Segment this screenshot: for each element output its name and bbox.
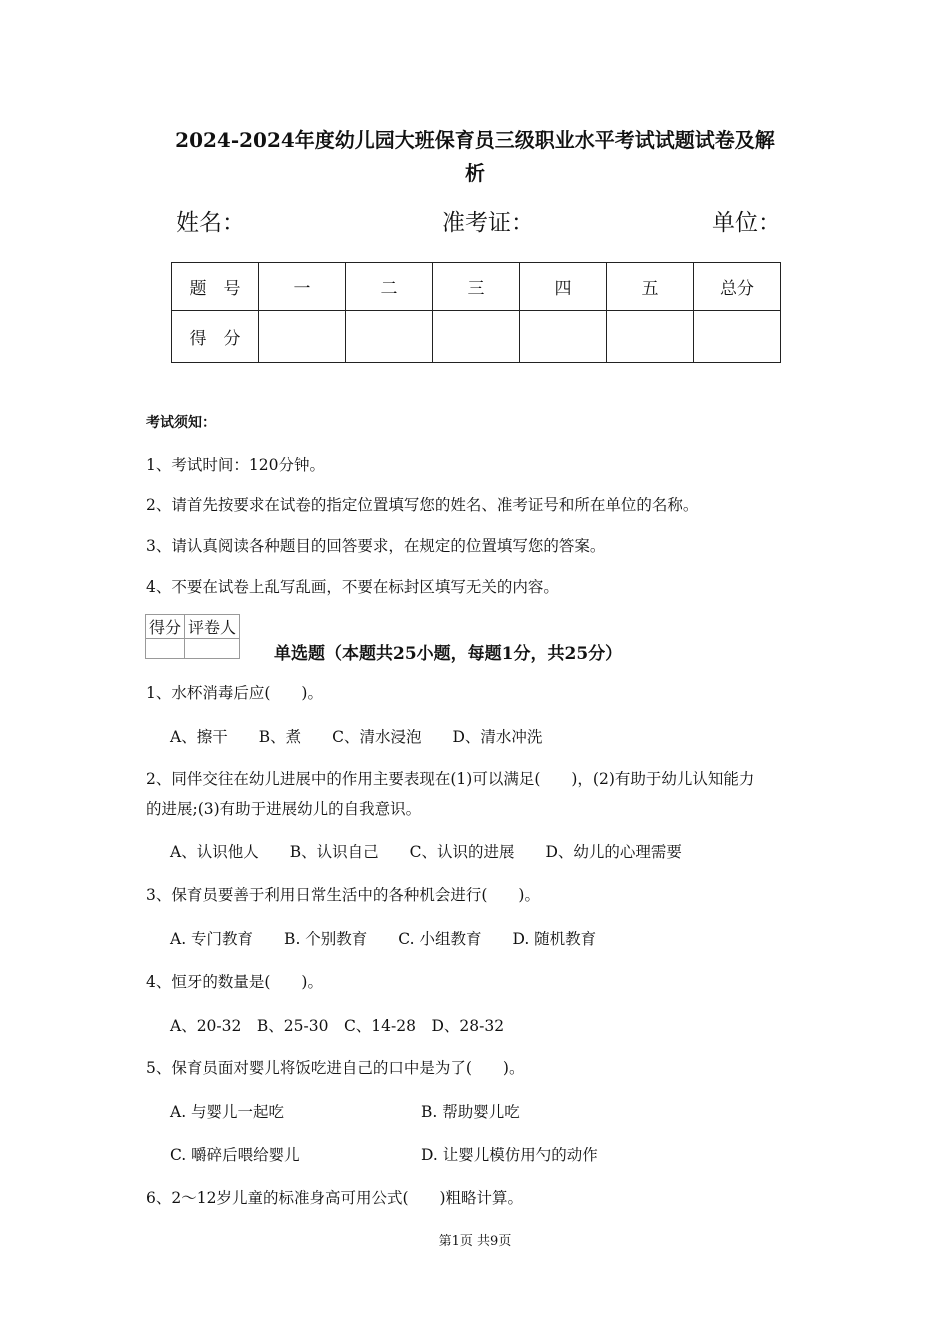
question-2-line2: 的进展;(3)有助于进展幼儿的自我意识。: [146, 800, 422, 818]
question-5: 5、保育员面对婴儿将饭吃进自己的口中是为了( )。: [146, 1059, 525, 1077]
unit-label: 单位：: [712, 210, 781, 236]
question-5-option-d: D. 让婴儿模仿用勺的动作: [421, 1146, 598, 1164]
question-3: 3、保育员要善于利用日常生活中的各种机会进行( )。: [146, 886, 540, 904]
question-5-option-b: B. 帮助婴儿吃: [421, 1103, 520, 1121]
score-value-cell[interactable]: [607, 311, 694, 363]
grader-score-cell[interactable]: [146, 639, 185, 659]
grader-name-label: 评卷人: [185, 615, 240, 639]
question-6: 6、2～12岁儿童的标准身高可用公式( )粗略计算。: [146, 1189, 524, 1207]
score-value-row: [172, 311, 781, 363]
score-table: [171, 262, 781, 363]
question-5-option-a: A. 与婴儿一起吃: [170, 1103, 285, 1121]
question-5-option-c: C. 嚼碎后喂给婴儿: [170, 1146, 300, 1164]
notice-heading: 考试须知：: [146, 415, 216, 431]
score-header-row: [172, 263, 781, 311]
score-header-cell: 三: [433, 263, 520, 311]
notice-item: 1、考试时间：120分钟。: [146, 456, 325, 474]
question-1: 1、水杯消毒后应( )。: [146, 684, 323, 702]
score-header-cell: 总分: [694, 263, 781, 311]
exam-id-label: 准考证：: [442, 210, 534, 236]
notice-item: 4、不要在试卷上乱写乱画，不要在标封区填写无关的内容。: [146, 578, 559, 596]
grader-score-label: 得分: [146, 615, 185, 639]
doc-title-line2: 析: [465, 161, 485, 185]
notice-item: 2、请首先按要求在试卷的指定位置填写您的姓名、准考证号和所在单位的名称。: [146, 496, 699, 514]
page-footer: 第1页 共9页: [438, 1234, 512, 1249]
question-3-options: A. 专门教育 B. 个别教育 C. 小组教育 D. 随机教育: [170, 930, 597, 948]
section-title: 单选题（本题共25小题，每题1分，共25分）: [274, 644, 623, 664]
score-header-cell: 一: [259, 263, 346, 311]
question-4-options: A、20-32 B、25-30 C、14-28 D、28-32: [170, 1017, 505, 1035]
doc-title-line1: 2024-2024年度幼儿园大班保育员三级职业水平考试试题试卷及解: [175, 128, 775, 152]
notice-item: 3、请认真阅读各种题目的回答要求，在规定的位置填写您的答案。: [146, 537, 606, 555]
grader-name-cell[interactable]: [185, 639, 240, 659]
name-label: 姓名：: [176, 210, 245, 236]
score-header-cell: 二: [346, 263, 433, 311]
score-header-cell: 四: [520, 263, 607, 311]
question-2-options: A、认识他人 B、认识自己 C、认识的进展 D、幼儿的心理需要: [170, 843, 682, 861]
score-header-cell: 题 号: [172, 263, 259, 311]
grader-table: [145, 614, 240, 659]
score-value-cell[interactable]: [694, 311, 781, 363]
score-header-cell: 五: [607, 263, 694, 311]
score-value-cell[interactable]: [433, 311, 520, 363]
score-value-cell[interactable]: [259, 311, 346, 363]
score-value-cell[interactable]: [346, 311, 433, 363]
question-1-options: A、擦干 B、煮 C、清水浸泡 D、清水冲洗: [170, 728, 543, 746]
question-2-line1: 2、同伴交往在幼儿进展中的作用主要表现在(1)可以满足( )，(2)有助于幼儿认知能力: [146, 770, 755, 788]
score-row-label: 得 分: [172, 311, 259, 363]
score-value-cell[interactable]: [520, 311, 607, 363]
question-4: 4、恒牙的数量是( )。: [146, 973, 323, 991]
